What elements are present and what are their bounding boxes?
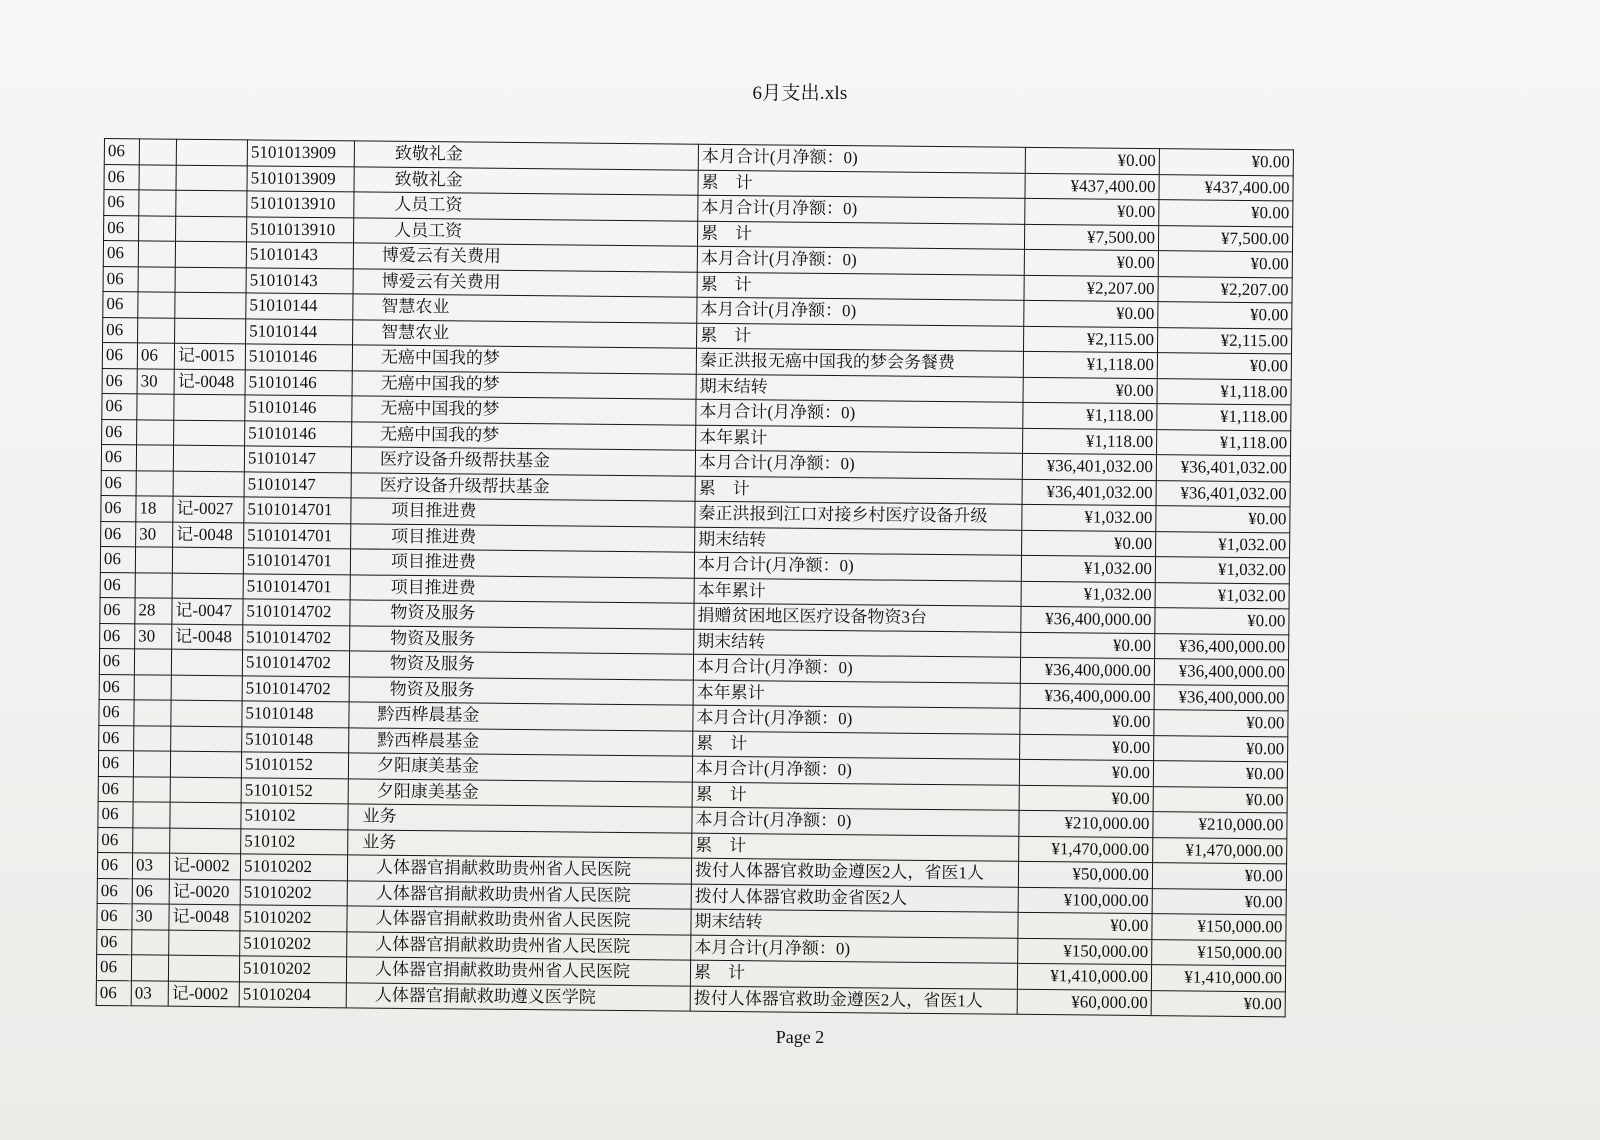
debit-amount-cell: ¥1,470,000.00: [1019, 836, 1153, 863]
debit-amount-cell: ¥50,000.00: [1018, 861, 1152, 888]
account-code-cell: 5101014701: [243, 548, 350, 575]
account-subject-cell: 智慧农业: [353, 294, 697, 323]
day-cell: [134, 674, 171, 700]
account-subject-cell: 致敬礼金: [354, 141, 698, 170]
account-code-cell: 51010148: [242, 726, 349, 753]
account-subject-cell: 人体器官捐献救助贵州省人民医院: [346, 957, 690, 986]
summary-cell: 本月合计(月净额：0): [697, 246, 1024, 275]
summary-cell: 本月合计(月净额：0): [693, 705, 1020, 734]
summary-cell: 本年累计: [694, 578, 1021, 607]
month-cell: 06: [98, 750, 133, 776]
voucher-cell: [170, 777, 241, 803]
day-cell: 30: [136, 521, 173, 547]
account-subject-cell: 项目推进费: [351, 523, 695, 552]
voucher-cell: [170, 751, 241, 777]
account-subject-cell: 无癌中国我的梦: [352, 345, 696, 374]
account-code-cell: 510102: [241, 828, 348, 855]
voucher-cell: [172, 547, 243, 573]
credit-amount-cell: ¥0.00: [1153, 786, 1287, 813]
voucher-cell: [175, 318, 246, 344]
account-subject-cell: 物资及服务: [349, 651, 693, 680]
month-cell: 06: [99, 699, 134, 725]
account-code-cell: 51010147: [244, 446, 351, 473]
account-code-cell: 51010202: [239, 956, 346, 983]
ledger-table-body: [96, 139, 1293, 1017]
voucher-cell: [170, 828, 241, 854]
account-subject-cell: 人体器官捐献救助贵州省人民医院: [347, 906, 691, 935]
month-cell: 06: [104, 190, 139, 216]
debit-amount-cell: ¥2,115.00: [1023, 326, 1157, 353]
summary-cell: 捐赠贫困地区医疗设备物资3台: [694, 603, 1021, 632]
month-cell: 06: [103, 241, 138, 267]
account-code-cell: 51010204: [239, 981, 346, 1008]
day-cell: [138, 317, 175, 343]
credit-amount-cell: ¥437,400.00: [1159, 174, 1293, 201]
summary-cell: 拨付人体器官救助金遵医2人，省医1人: [690, 986, 1017, 1015]
day-cell: 30: [137, 368, 174, 394]
debit-amount-cell: ¥36,400,000.00: [1021, 606, 1155, 633]
account-code-cell: 5101014702: [243, 599, 350, 626]
summary-cell: 期末结转: [691, 909, 1018, 938]
summary-cell: 期末结转: [696, 374, 1023, 403]
credit-amount-cell: ¥1,118.00: [1157, 429, 1291, 456]
ledger-table-wrapper: [96, 138, 1290, 1017]
month-cell: 06: [98, 801, 133, 827]
summary-cell: 本月合计(月净额：0): [694, 552, 1021, 581]
account-subject-cell: 博爱云有关费用: [353, 243, 697, 272]
debit-amount-cell: ¥36,401,032.00: [1022, 479, 1156, 506]
voucher-cell: [171, 700, 242, 726]
debit-amount-cell: ¥150,000.00: [1018, 938, 1152, 965]
day-cell: [133, 751, 170, 777]
credit-amount-cell: ¥36,400,000.00: [1155, 633, 1289, 660]
day-cell: 06: [137, 343, 174, 369]
month-cell: 06: [101, 495, 136, 521]
day-cell: 06: [132, 878, 169, 904]
summary-cell: 本年累计: [696, 425, 1023, 454]
day-cell: [139, 215, 176, 241]
credit-amount-cell: ¥36,401,032.00: [1156, 480, 1290, 507]
summary-cell: 本月合计(月净额：0): [693, 654, 1020, 683]
voucher-cell: [171, 675, 242, 701]
month-cell: 06: [99, 648, 134, 674]
voucher-cell: 记-0002: [169, 853, 240, 879]
day-cell: [133, 776, 170, 802]
voucher-cell: [170, 802, 241, 828]
credit-amount-cell: ¥2,207.00: [1158, 276, 1292, 303]
debit-amount-cell: ¥60,000.00: [1017, 989, 1151, 1016]
credit-amount-cell: ¥1,118.00: [1157, 404, 1291, 431]
account-subject-cell: 医疗设备升级帮扶基金: [351, 447, 695, 476]
day-cell: 03: [131, 980, 168, 1006]
voucher-cell: [169, 930, 240, 956]
month-cell: 06: [99, 725, 134, 751]
credit-amount-cell: ¥1,032.00: [1156, 531, 1290, 558]
credit-amount-cell: ¥36,400,000.00: [1154, 684, 1288, 711]
account-code-cell: 51010152: [241, 777, 348, 804]
credit-amount-cell: ¥0.00: [1153, 761, 1287, 788]
summary-cell: 本月合计(月净额：0): [697, 297, 1024, 326]
account-code-cell: 51010146: [245, 369, 352, 396]
credit-amount-cell: ¥0.00: [1152, 863, 1286, 890]
credit-amount-cell: ¥1,118.00: [1157, 378, 1291, 405]
credit-amount-cell: ¥0.00: [1151, 990, 1285, 1017]
debit-amount-cell: ¥0.00: [1023, 377, 1157, 404]
summary-cell: 期末结转: [694, 629, 1021, 658]
month-cell: 06: [96, 954, 131, 980]
account-code-cell: 5101013910: [247, 216, 354, 243]
credit-amount-cell: ¥0.00: [1155, 608, 1289, 635]
credit-amount-cell: ¥150,000.00: [1152, 939, 1286, 966]
account-subject-cell: 黔西桦晨基金: [349, 702, 693, 731]
month-cell: 06: [104, 215, 139, 241]
debit-amount-cell: ¥1,410,000.00: [1017, 963, 1151, 990]
account-subject-cell: 夕阳康美基金: [348, 753, 692, 782]
voucher-cell: 记-0015: [174, 343, 245, 369]
page-number: Page 2: [775, 1027, 825, 1047]
debit-amount-cell: ¥0.00: [1025, 198, 1159, 225]
account-subject-cell: 物资及服务: [349, 676, 693, 705]
day-cell: [137, 419, 174, 445]
account-subject-cell: 物资及服务: [350, 625, 694, 654]
debit-amount-cell: ¥1,032.00: [1021, 581, 1155, 608]
summary-cell: 本月合计(月净额：0): [692, 807, 1019, 836]
summary-cell: 累 计: [695, 476, 1022, 505]
day-cell: 03: [132, 853, 169, 879]
voucher-cell: [173, 471, 244, 497]
debit-amount-cell: ¥0.00: [1024, 300, 1158, 327]
debit-amount-cell: ¥1,118.00: [1023, 402, 1157, 429]
account-subject-cell: 医疗设备升级帮扶基金: [351, 472, 695, 501]
debit-amount-cell: ¥0.00: [1019, 785, 1153, 812]
day-cell: [136, 445, 173, 471]
day-cell: [139, 139, 176, 165]
summary-cell: 秦正洪报到江口对接乡村医疗设备升级: [695, 501, 1022, 530]
account-subject-cell: 项目推进费: [351, 498, 695, 527]
debit-amount-cell: ¥0.00: [1020, 734, 1154, 761]
account-subject-cell: 无癌中国我的梦: [352, 370, 696, 399]
day-cell: [136, 470, 173, 496]
day-cell: [138, 292, 175, 318]
voucher-cell: [174, 394, 245, 420]
month-cell: 06: [97, 878, 132, 904]
account-code-cell: 51010146: [245, 344, 352, 371]
account-code-cell: 510102: [241, 803, 348, 830]
month-cell: 06: [98, 827, 133, 853]
debit-amount-cell: ¥36,400,000.00: [1020, 683, 1154, 710]
account-subject-cell: 项目推进费: [350, 574, 694, 603]
account-code-cell: 51010202: [240, 879, 347, 906]
day-cell: [134, 725, 171, 751]
credit-amount-cell: ¥0.00: [1152, 888, 1286, 915]
summary-cell: 本月合计(月净额：0): [691, 935, 1018, 964]
month-cell: 06: [98, 776, 133, 802]
month-cell: 06: [96, 980, 131, 1006]
day-cell: 30: [135, 623, 172, 649]
credit-amount-cell: ¥36,401,032.00: [1156, 455, 1290, 482]
month-cell: 06: [102, 368, 137, 394]
credit-amount-cell: ¥0.00: [1158, 251, 1292, 278]
credit-amount-cell: ¥0.00: [1154, 735, 1288, 762]
month-cell: 06: [103, 291, 138, 317]
voucher-cell: 记-0048: [169, 904, 240, 930]
month-cell: 06: [97, 852, 132, 878]
credit-amount-cell: ¥0.00: [1159, 149, 1293, 176]
debit-amount-cell: ¥1,032.00: [1022, 504, 1156, 531]
credit-amount-cell: ¥1,410,000.00: [1151, 965, 1285, 992]
account-code-cell: 51010148: [242, 701, 349, 728]
voucher-cell: [175, 292, 246, 318]
credit-amount-cell: ¥7,500.00: [1158, 225, 1292, 252]
account-code-cell: 51010202: [240, 854, 347, 881]
month-cell: 06: [102, 419, 137, 445]
day-cell: [139, 190, 176, 216]
account-code-cell: 5101014702: [242, 650, 349, 677]
account-subject-cell: 人员工资: [354, 217, 698, 246]
account-subject-cell: 人体器官捐献救助贵州省人民医院: [347, 880, 691, 909]
voucher-cell: [176, 190, 247, 216]
debit-amount-cell: ¥0.00: [1021, 632, 1155, 659]
voucher-cell: 记-0027: [173, 496, 244, 522]
month-cell: 06: [101, 521, 136, 547]
summary-cell: 本月合计(月净额：0): [698, 195, 1025, 224]
summary-cell: 期末结转: [695, 527, 1022, 556]
month-cell: 06: [102, 342, 137, 368]
summary-cell: 累 计: [697, 272, 1024, 301]
debit-amount-cell: ¥437,400.00: [1025, 173, 1159, 200]
account-code-cell: 5101014701: [243, 573, 350, 600]
account-subject-cell: 业务: [348, 829, 692, 858]
account-code-cell: 51010143: [246, 242, 353, 269]
account-subject-cell: 夕阳康美基金: [348, 778, 692, 807]
day-cell: [138, 241, 175, 267]
voucher-cell: [176, 216, 247, 242]
account-code-cell: 5101014702: [243, 624, 350, 651]
summary-cell: 本月合计(月净额：0): [695, 450, 1022, 479]
account-code-cell: 51010144: [246, 318, 353, 345]
debit-amount-cell: ¥1,032.00: [1021, 555, 1155, 582]
summary-cell: 累 计: [693, 731, 1020, 760]
debit-amount-cell: ¥7,500.00: [1024, 224, 1158, 251]
account-code-cell: 51010202: [240, 930, 347, 957]
account-code-cell: 51010147: [244, 471, 351, 498]
voucher-cell: 记-0002: [168, 981, 239, 1007]
summary-cell: 秦正洪报无癌中国我的梦会务餐费: [696, 348, 1023, 377]
voucher-cell: [171, 726, 242, 752]
debit-amount-cell: ¥0.00: [1019, 759, 1153, 786]
day-cell: [131, 955, 168, 981]
credit-amount-cell: ¥0.00: [1158, 302, 1292, 329]
month-cell: 06: [100, 546, 135, 572]
day-cell: [135, 572, 172, 598]
month-cell: 06: [102, 393, 137, 419]
debit-amount-cell: ¥210,000.00: [1019, 810, 1153, 837]
month-cell: 06: [97, 929, 132, 955]
credit-amount-cell: ¥1,032.00: [1155, 582, 1289, 609]
summary-cell: 累 计: [698, 170, 1025, 199]
account-code-cell: 51010146: [245, 395, 352, 422]
account-subject-cell: 项目推进费: [350, 549, 694, 578]
voucher-cell: [173, 445, 244, 471]
account-code-cell: 51010146: [245, 420, 352, 447]
day-cell: [134, 649, 171, 675]
voucher-cell: 记-0020: [169, 879, 240, 905]
month-cell: 06: [97, 903, 132, 929]
debit-amount-cell: ¥36,400,000.00: [1020, 657, 1154, 684]
month-cell: 06: [104, 139, 139, 165]
month-cell: 06: [103, 317, 138, 343]
month-cell: 06: [100, 572, 135, 598]
summary-cell: 累 计: [697, 221, 1024, 250]
debit-amount-cell: ¥0.00: [1020, 708, 1154, 735]
month-cell: 06: [99, 674, 134, 700]
summary-cell: 累 计: [697, 323, 1024, 352]
summary-cell: 本月合计(月净额：0): [692, 756, 1019, 785]
month-cell: 06: [101, 470, 136, 496]
account-subject-cell: 博爱云有关费用: [353, 268, 697, 297]
day-cell: 18: [136, 496, 173, 522]
voucher-cell: [171, 649, 242, 675]
day-cell: [134, 700, 171, 726]
account-code-cell: 51010143: [246, 267, 353, 294]
voucher-cell: [172, 573, 243, 599]
day-cell: [133, 802, 170, 828]
month-cell: 06: [101, 444, 136, 470]
voucher-cell: [174, 420, 245, 446]
account-subject-cell: 智慧农业: [353, 319, 697, 348]
summary-cell: 本月合计(月净额：0): [698, 144, 1025, 173]
account-subject-cell: 人体器官捐献救助贵州省人民医院: [347, 855, 691, 884]
account-subject-cell: 无癌中国我的梦: [352, 421, 696, 450]
credit-amount-cell: ¥210,000.00: [1153, 812, 1287, 839]
summary-cell: 拨付人体器官救助金遵医2人，省医1人: [691, 858, 1018, 887]
account-code-cell: 5101014701: [244, 522, 351, 549]
voucher-cell: [175, 241, 246, 267]
summary-cell: 本月合计(月净额：0): [696, 399, 1023, 428]
credit-amount-cell: ¥0.00: [1159, 200, 1293, 227]
credit-amount-cell: ¥36,400,000.00: [1154, 659, 1288, 686]
month-cell: 06: [104, 164, 139, 190]
day-cell: [137, 394, 174, 420]
day-cell: [132, 929, 169, 955]
debit-amount-cell: ¥36,401,032.00: [1022, 453, 1156, 480]
ledger-table: [96, 138, 1294, 1017]
day-cell: 28: [135, 598, 172, 624]
account-subject-cell: 业务: [348, 804, 692, 833]
credit-amount-cell: ¥0.00: [1157, 353, 1291, 380]
day-cell: [139, 164, 176, 190]
account-subject-cell: 黔西桦晨基金: [349, 727, 693, 756]
account-code-cell: 5101013909: [247, 140, 354, 167]
debit-amount-cell: ¥1,118.00: [1023, 351, 1157, 378]
credit-amount-cell: ¥1,032.00: [1155, 557, 1289, 584]
voucher-cell: 记-0047: [172, 598, 243, 624]
account-code-cell: 51010152: [241, 752, 348, 779]
account-subject-cell: 人员工资: [354, 192, 698, 221]
credit-amount-cell: ¥0.00: [1154, 710, 1288, 737]
account-code-cell: 5101013910: [247, 191, 354, 218]
voucher-cell: [176, 165, 247, 191]
day-cell: [138, 266, 175, 292]
debit-amount-cell: ¥0.00: [1025, 147, 1159, 174]
debit-amount-cell: ¥100,000.00: [1018, 887, 1152, 914]
month-cell: 06: [103, 266, 138, 292]
credit-amount-cell: ¥2,115.00: [1157, 327, 1291, 354]
account-code-cell: 5101014701: [244, 497, 351, 524]
credit-amount-cell: ¥150,000.00: [1152, 914, 1286, 941]
account-subject-cell: 物资及服务: [350, 600, 694, 629]
document-title: 6月支出.xls: [752, 83, 848, 104]
month-cell: 06: [100, 623, 135, 649]
debit-amount-cell: ¥0.00: [1022, 530, 1156, 557]
debit-amount-cell: ¥2,207.00: [1024, 275, 1158, 302]
account-code-cell: 51010202: [240, 905, 347, 932]
summary-cell: 本年累计: [693, 680, 1020, 709]
debit-amount-cell: ¥1,118.00: [1023, 428, 1157, 455]
credit-amount-cell: ¥0.00: [1156, 506, 1290, 533]
credit-amount-cell: ¥1,470,000.00: [1153, 837, 1287, 864]
debit-amount-cell: ¥0.00: [1018, 912, 1152, 939]
month-cell: 06: [100, 597, 135, 623]
voucher-cell: [168, 955, 239, 981]
account-subject-cell: 人体器官捐献救助贵州省人民医院: [347, 931, 691, 960]
summary-cell: 累 计: [690, 960, 1017, 989]
debit-amount-cell: ¥0.00: [1024, 249, 1158, 276]
account-subject-cell: 致敬礼金: [354, 166, 698, 195]
voucher-cell: [176, 139, 247, 165]
account-code-cell: 5101013909: [247, 165, 354, 192]
account-code-cell: 51010144: [246, 293, 353, 320]
summary-cell: 累 计: [692, 833, 1019, 862]
day-cell: [135, 547, 172, 573]
voucher-cell: 记-0048: [172, 624, 243, 650]
account-code-cell: 5101014702: [242, 675, 349, 702]
summary-cell: 拨付人体器官救助金省医2人: [691, 884, 1018, 913]
voucher-cell: 记-0048: [173, 522, 244, 548]
day-cell: [133, 827, 170, 853]
voucher-cell: 记-0048: [174, 369, 245, 395]
day-cell: 30: [132, 904, 169, 930]
account-subject-cell: 人体器官捐献救助遵义医学院: [346, 982, 690, 1011]
account-subject-cell: 无癌中国我的梦: [352, 396, 696, 425]
voucher-cell: [175, 267, 246, 293]
summary-cell: 累 计: [692, 782, 1019, 811]
